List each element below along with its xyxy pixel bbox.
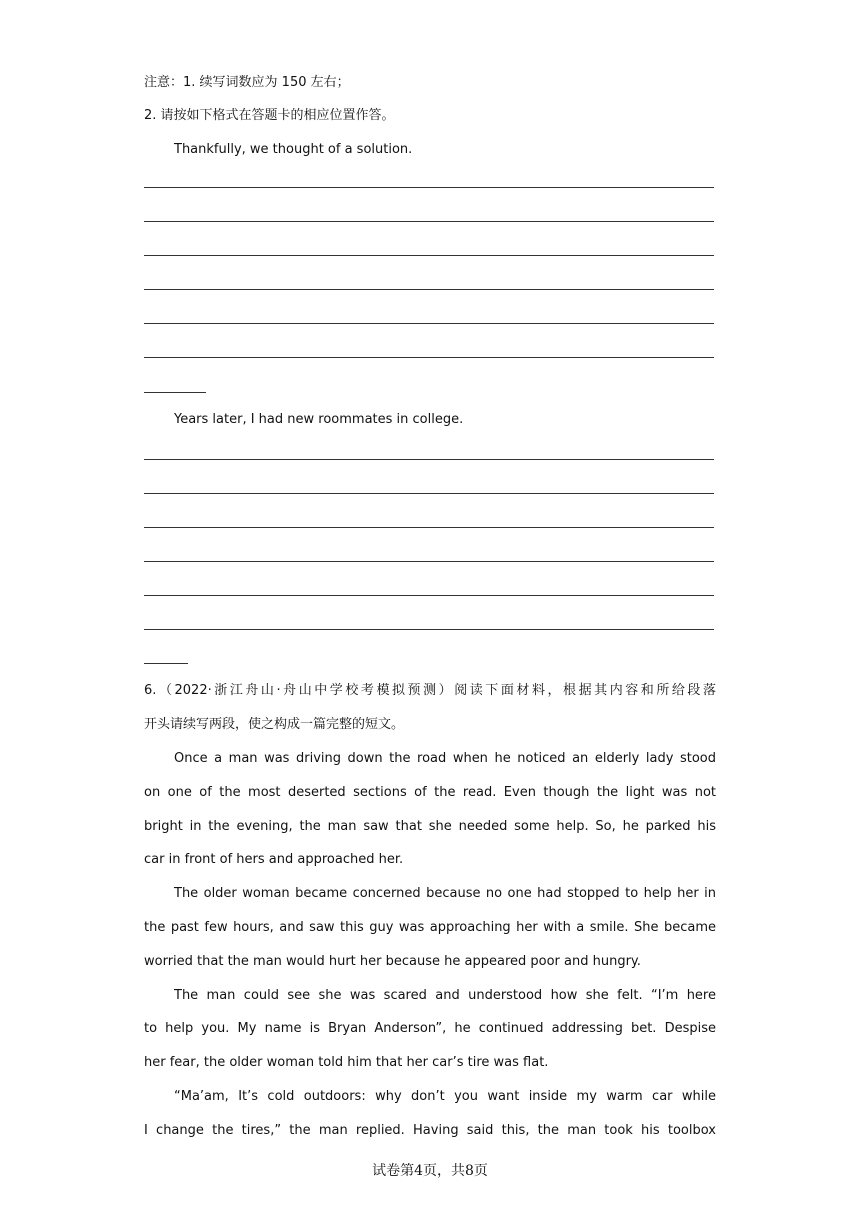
passage-line: worried that the man would hurt her because he appeared poor and hungry. bbox=[144, 954, 641, 969]
answer-line bbox=[144, 561, 714, 562]
passage-line: the past few hours, and saw this guy was approaching her with a smile. She became bbox=[144, 920, 716, 935]
answer-line-end bbox=[144, 392, 206, 393]
answer-line bbox=[144, 595, 714, 596]
passage-line: her fear, the older woman told him that her car’s tire was flat. bbox=[144, 1055, 549, 1070]
passage-line: The older woman became concerned because no one had stopped to help her in bbox=[174, 886, 716, 901]
section-a-prompt: Thankfully, we thought of a solution. bbox=[174, 142, 413, 157]
answer-line bbox=[144, 493, 714, 494]
passage-line: to help you. My name is Bryan Anderson”, he continued addressing bet. Despise bbox=[144, 1021, 716, 1036]
page-footer: 试卷第4页，共8页 bbox=[372, 1163, 488, 1179]
answer-line bbox=[144, 629, 714, 630]
passage-line: bright in the evening, the man saw that she needed some help. So, he parked his bbox=[144, 819, 716, 834]
answer-line bbox=[144, 323, 714, 324]
question-6-header: 6.（2022·浙江舟山·舟山中学校考模拟预测）阅读下面材料，根据其内容和所给段落 bbox=[144, 683, 716, 698]
passage-line: on one of the most deserted sections of the read. Even though the light was not bbox=[144, 785, 716, 800]
passage-line: car in front of hers and approached her. bbox=[144, 852, 404, 867]
answer-line bbox=[144, 221, 714, 222]
answer-line bbox=[144, 357, 714, 358]
passage-line: “Ma’am, It’s cold outdoors: why don’t you want inside my warm car while bbox=[174, 1089, 716, 1104]
answer-line bbox=[144, 527, 714, 528]
answer-line-end bbox=[144, 663, 188, 664]
note-answer-format: 2. 请按如下格式在答题卡的相应位置作答。 bbox=[144, 108, 395, 123]
note-word-count: 注意：1. 续写词数应为 150 左右； bbox=[144, 75, 350, 90]
answer-line bbox=[144, 255, 714, 256]
answer-line bbox=[144, 289, 714, 290]
passage-line: The man could see she was scared and understood how she felt. “I’m here bbox=[174, 988, 716, 1003]
question-6-header-cont: 开头请续写两段，使之构成一篇完整的短文。 bbox=[144, 717, 405, 732]
passage-line: Once a man was driving down the road when he noticed an elderly lady stood bbox=[174, 751, 716, 766]
passage-line: I change the tires,” the man replied. Having said this, the man took his toolbox bbox=[144, 1123, 716, 1138]
answer-line bbox=[144, 187, 714, 188]
section-b-prompt: Years later, I had new roommates in college. bbox=[174, 412, 464, 427]
answer-line bbox=[144, 459, 714, 460]
